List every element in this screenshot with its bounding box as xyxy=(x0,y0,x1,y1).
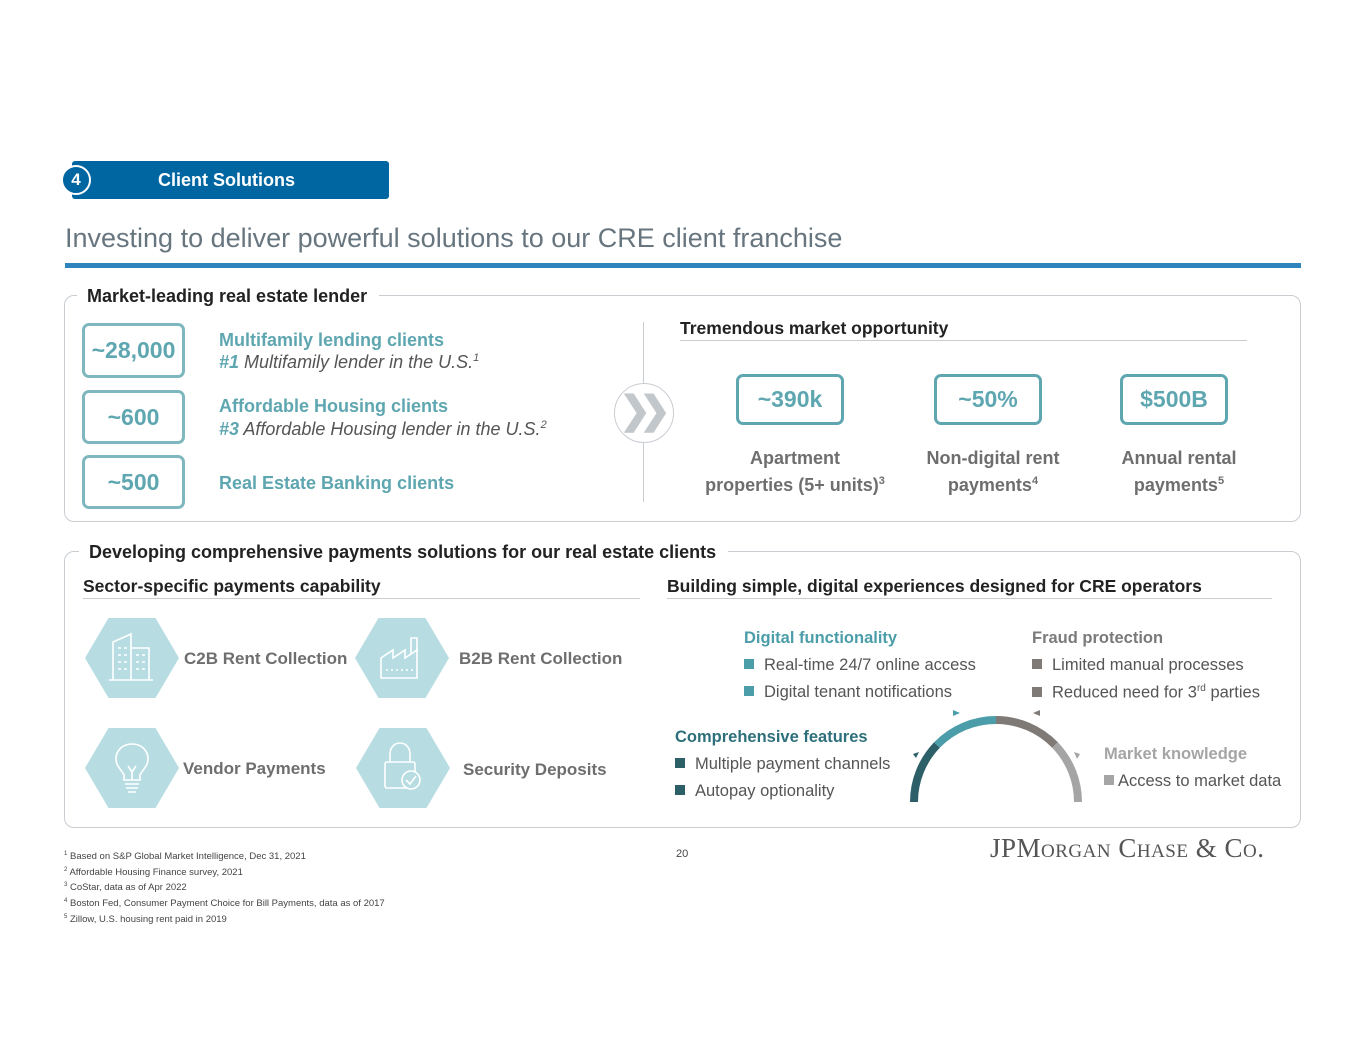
label-text: payments xyxy=(1133,475,1218,495)
market-knowledge-title: Market knowledge xyxy=(1104,745,1248,763)
opportunity-heading: Tremendous market opportunity xyxy=(680,318,949,338)
stat-sub-multifamily xyxy=(219,352,479,373)
label-line xyxy=(1074,470,1284,497)
fraud-protection-title: Fraud protection xyxy=(1032,629,1164,647)
capability-rule xyxy=(83,598,640,599)
square-bullet-icon xyxy=(744,686,754,696)
square-bullet-icon xyxy=(1032,659,1042,669)
factory-icon xyxy=(377,628,427,688)
stat-sub-text: Multifamily lender in the U.S. xyxy=(244,352,474,372)
footnote-text: Based on S&P Global Market Intelligence, Dec 31, 2021 xyxy=(69,851,306,863)
footnote xyxy=(64,911,385,927)
footnote-ref: 5 xyxy=(1217,475,1225,487)
stat-box-multifamily: ~28,000 xyxy=(82,323,185,378)
square-bullet-icon xyxy=(1104,775,1114,785)
footnote-text: Zillow, U.S. housing rent paid in 2019 xyxy=(69,913,227,925)
capability-deposits-label: Security Deposits xyxy=(463,760,607,779)
footnote-ref: 4 xyxy=(1031,475,1039,487)
market-item-text: Access to market data xyxy=(1118,772,1282,790)
section-label: Client Solutions xyxy=(158,170,295,190)
stat-label-affordable: Affordable Housing clients xyxy=(219,396,449,416)
stat-label-banking: Real Estate Banking clients xyxy=(219,473,455,493)
capability-b2b-label: B2B Rent Collection xyxy=(459,649,623,668)
capability-c2b-label: C2B Rent Collection xyxy=(184,649,348,668)
footnote xyxy=(64,864,385,880)
double-chevron-right-icon: ❯❯ xyxy=(614,383,674,443)
footnote-number: 1 xyxy=(64,851,68,857)
label-text: payments xyxy=(947,475,1032,495)
label-text: properties (5+ units) xyxy=(705,475,879,495)
stat-box-affordable: ~600 xyxy=(82,390,185,444)
footnote-text: Affordable Housing Finance survey, 2021 xyxy=(69,866,243,878)
opportunity-label-nondigital xyxy=(888,447,1098,497)
stat-label-multifamily: Multifamily lending clients xyxy=(219,330,445,350)
features-item xyxy=(675,755,890,774)
opportunity-label-rental xyxy=(1074,447,1284,497)
footnote-ref: 2 xyxy=(540,419,547,431)
label-line: Non-digital rent xyxy=(926,448,1060,468)
page-title: Investing to deliver powerful solutions to our CRE client franchise xyxy=(65,223,843,253)
digital-functionality-title: Digital functionality xyxy=(744,629,898,647)
footnote-number: 4 xyxy=(64,897,68,904)
footnote xyxy=(64,879,385,895)
title-divider xyxy=(65,263,1301,268)
experience-heading: Building simple, digital experiences designed for CRE operators xyxy=(667,576,1202,596)
footnote-text: Boston Fed, Consumer Payment Choice for Bill Payments, data as of 2017 xyxy=(69,898,385,910)
features-item-text: Multiple payment channels xyxy=(695,755,891,773)
superscript-rd: rd xyxy=(1196,683,1206,694)
opportunity-value-rental: $500B xyxy=(1120,374,1228,425)
opportunity-rule xyxy=(680,340,1247,341)
label-line xyxy=(690,470,900,497)
footnote-text: CoStar, data as of Apr 2022 xyxy=(69,882,187,894)
footnote-ref: 3 xyxy=(878,475,885,487)
square-bullet-icon xyxy=(744,659,754,669)
page-number: 20 xyxy=(676,848,689,860)
lender-panel-heading: Market-leading real estate lender xyxy=(77,286,379,307)
square-bullet-icon xyxy=(1032,687,1042,697)
opportunity-label-apartments xyxy=(690,447,900,497)
digital-item xyxy=(744,656,976,675)
capability-vendor-label: Vendor Payments xyxy=(183,759,326,778)
footnote-number: 3 xyxy=(64,882,68,889)
digital-item-text: Real-time 24/7 online access xyxy=(764,656,976,674)
rank-1: #1 xyxy=(219,352,240,372)
label-line xyxy=(888,470,1098,497)
label-line: Apartment xyxy=(749,448,840,468)
stat-box-banking: ~500 xyxy=(82,455,185,509)
features-item-text: Autopay optionality xyxy=(695,782,835,800)
experience-arc-graphic xyxy=(900,700,1100,810)
fraud-item-text: Limited manual processes xyxy=(1052,656,1244,674)
footnote xyxy=(64,895,385,911)
stat-sub-text: Affordable Housing lender in the U.S. xyxy=(243,419,541,439)
square-bullet-icon xyxy=(675,758,685,768)
jpmorgan-logo: JPMorgan Chase & Co. xyxy=(990,833,1265,863)
footnote-ref: 1 xyxy=(473,352,480,364)
footnotes xyxy=(64,848,385,926)
footnote-number: 2 xyxy=(64,866,68,873)
capability-heading: Sector-specific payments capability xyxy=(83,576,381,596)
building-icon xyxy=(107,628,157,688)
rank-3: #3 xyxy=(219,419,240,439)
stat-sub-affordable xyxy=(219,419,547,440)
experience-rule xyxy=(667,598,1272,599)
comprehensive-features-title: Comprehensive features xyxy=(675,728,868,746)
opportunity-value-nondigital: ~50% xyxy=(934,374,1042,425)
footnote-number: 5 xyxy=(64,913,68,920)
fraud-item xyxy=(1032,656,1244,675)
market-item xyxy=(1104,772,1281,791)
lightbulb-icon xyxy=(110,740,154,796)
padlock-check-icon xyxy=(380,740,428,796)
label-line: Annual rental xyxy=(1121,448,1237,468)
digital-item-text: Digital tenant notifications xyxy=(764,683,953,701)
payments-panel-heading: Developing comprehensive payments solutions for our real estate clients xyxy=(79,542,728,563)
features-item xyxy=(675,782,834,801)
fraud-item-text: Reduced need for 3 xyxy=(1052,683,1197,702)
square-bullet-icon xyxy=(675,785,685,795)
section-number-badge: 4 xyxy=(61,165,91,195)
footnote xyxy=(64,848,385,864)
fraud-item-text-end: parties xyxy=(1205,683,1260,702)
opportunity-value-apartments: ~390k xyxy=(736,374,844,425)
